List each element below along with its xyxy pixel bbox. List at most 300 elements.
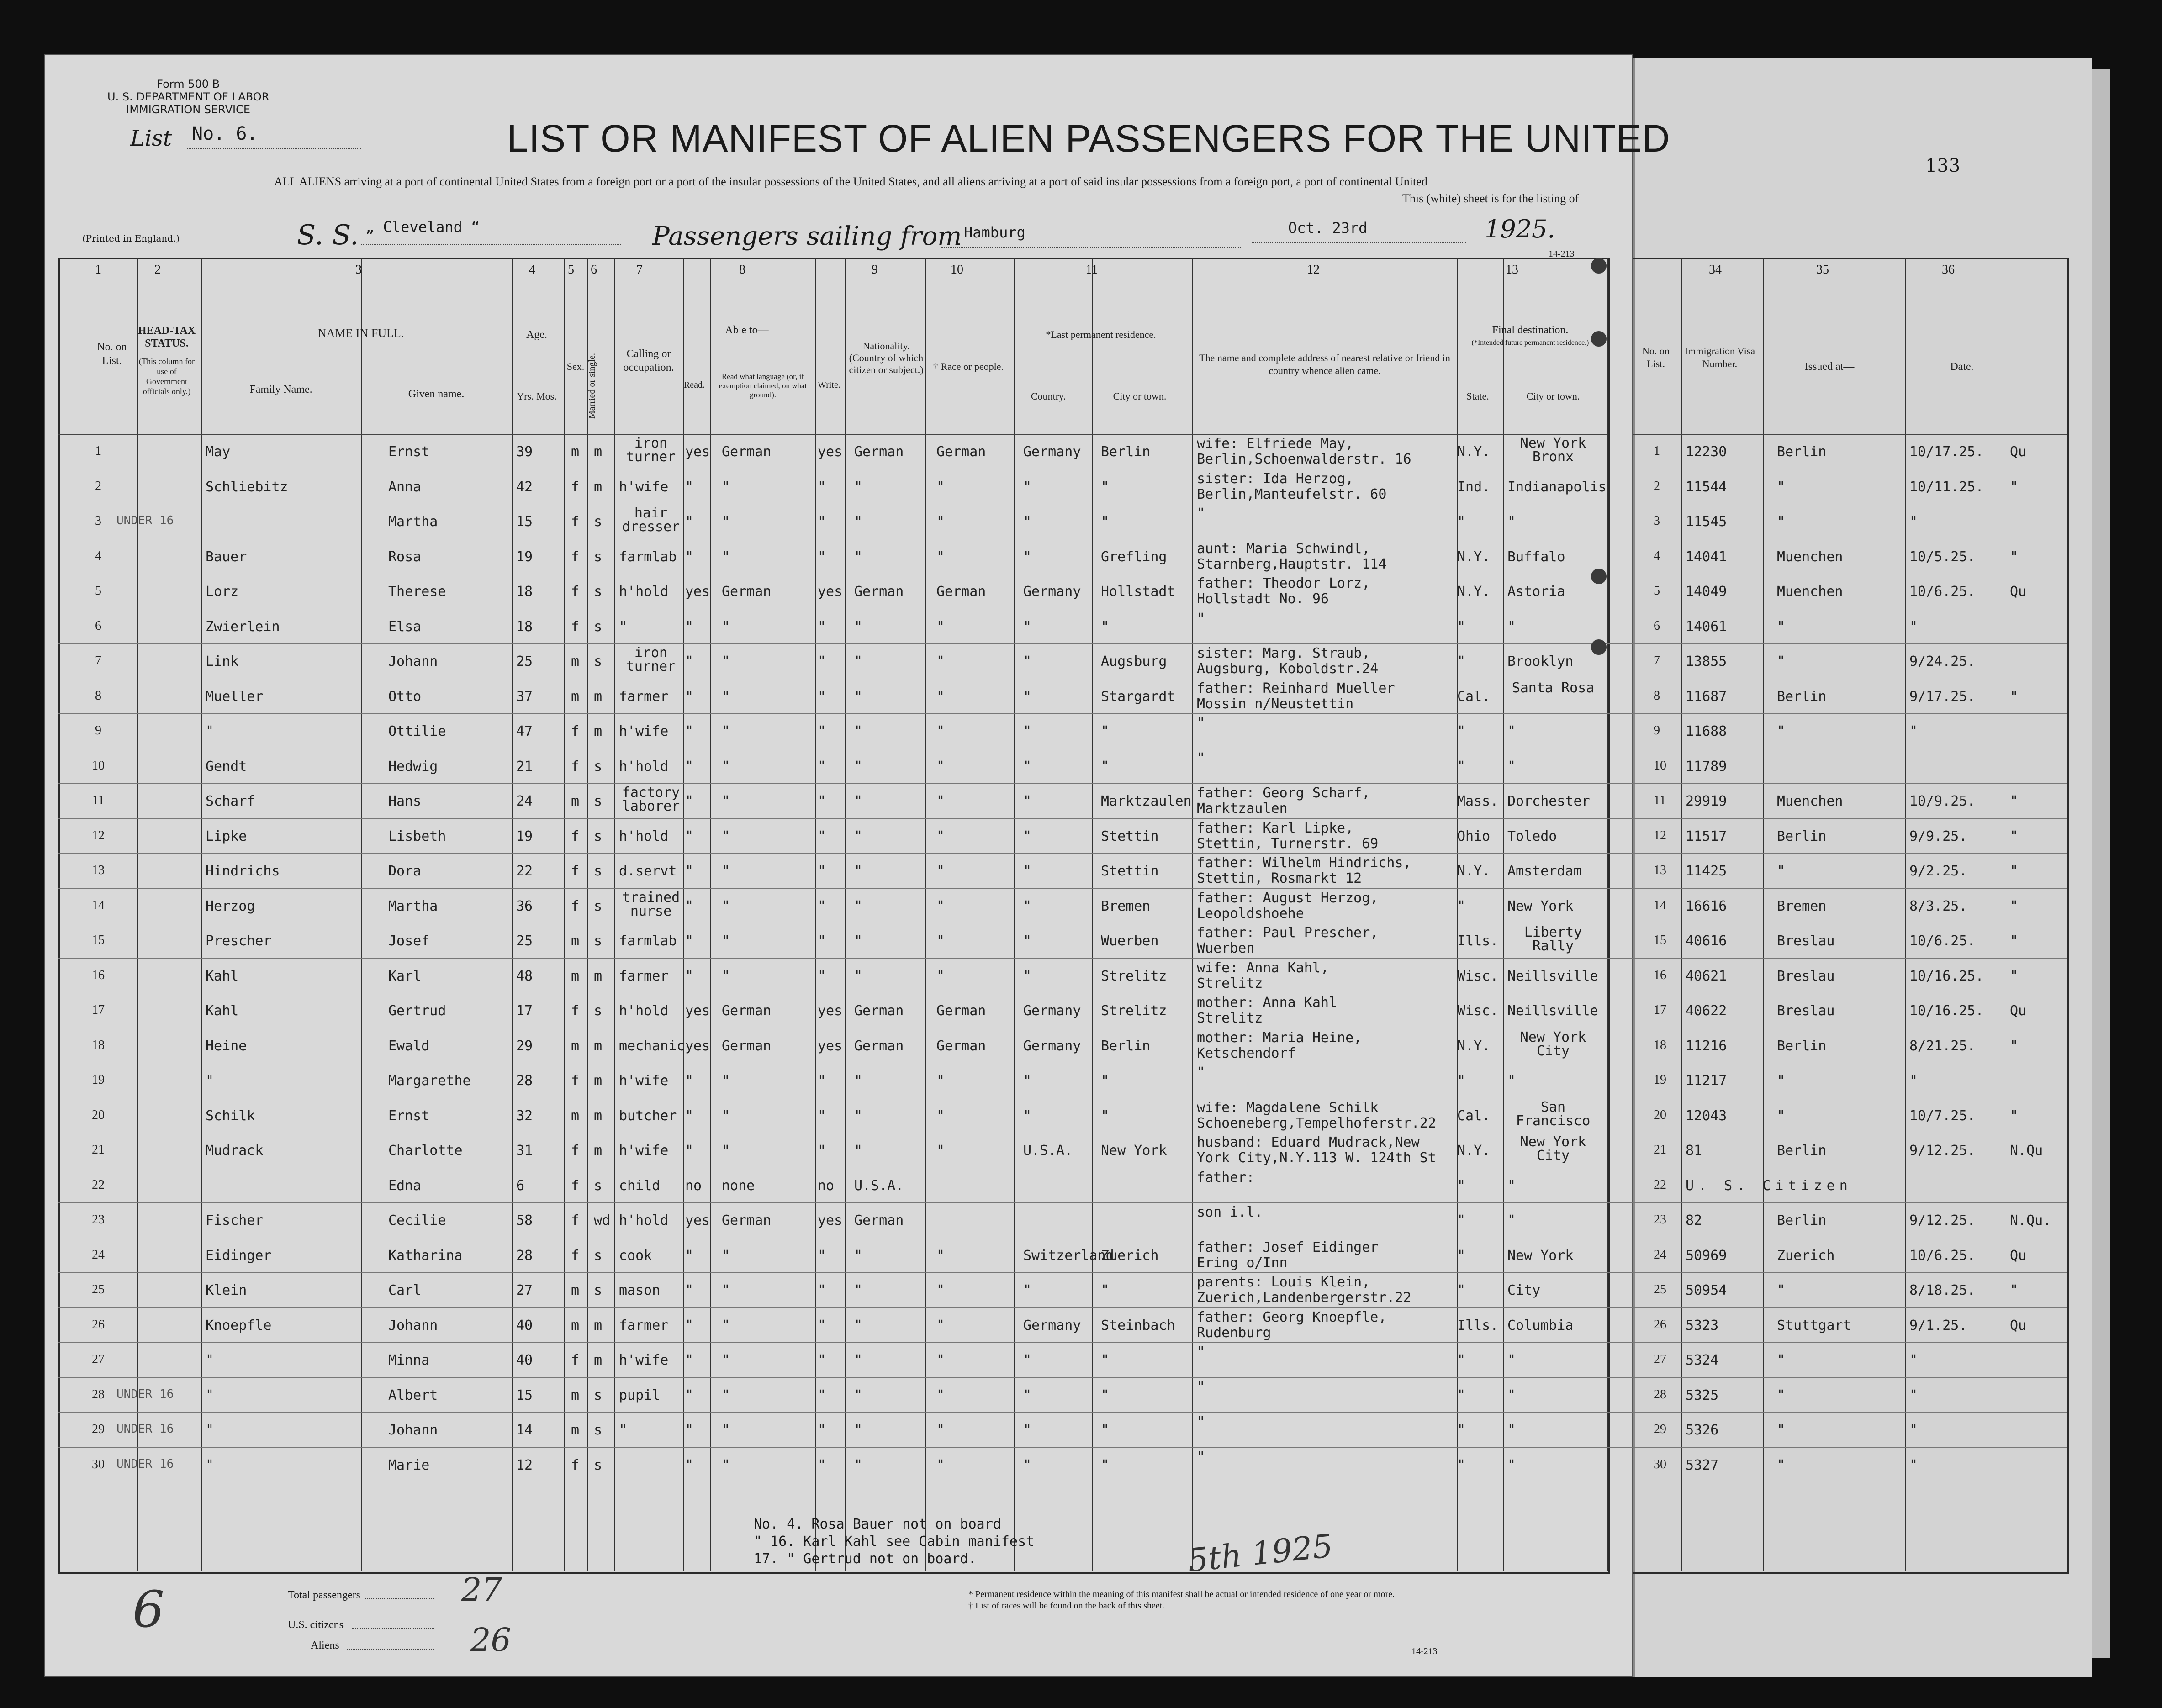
visa-date: 10/16.25.: [1909, 1003, 1984, 1019]
country: ": [1023, 968, 1032, 984]
given-name: Dora: [388, 863, 422, 879]
city: ": [1101, 1107, 1110, 1124]
marital-status: m: [594, 1073, 603, 1089]
page-number: 133: [1925, 155, 1961, 176]
can-write: ": [818, 1387, 826, 1403]
race: ": [936, 1422, 945, 1438]
dest-city: ": [1507, 514, 1516, 530]
family-name: Gendt: [206, 758, 247, 775]
occupation: trained nurse: [622, 889, 680, 919]
relative-line-2: Wuerben: [1197, 940, 1255, 956]
family-name: Eidinger: [206, 1247, 272, 1264]
dest-state: ": [1457, 1282, 1466, 1298]
marital-status: s: [594, 1457, 603, 1473]
visa-issued-at: ": [1777, 1107, 1786, 1124]
nationality: ": [854, 863, 863, 879]
relative-line-2: Starnberg,Hauptstr. 114: [1197, 556, 1387, 572]
dest-city: New York City: [1520, 1134, 1586, 1164]
sex: f: [571, 1177, 580, 1194]
can-write: ": [818, 479, 826, 495]
nationality: ": [854, 1317, 863, 1334]
given-name: Josef: [388, 933, 430, 949]
family-name: Bauer: [206, 548, 247, 565]
country: ": [1023, 723, 1032, 739]
read-language: ": [722, 514, 730, 530]
family-name: Schilk: [206, 1107, 255, 1124]
can-read: no: [685, 1177, 702, 1194]
can-write: yes: [818, 444, 843, 460]
city: Hollstadt: [1101, 584, 1175, 600]
relative-line-1: ": [1197, 1414, 1205, 1430]
race: ": [936, 514, 945, 530]
dest-city: Santa Rosa: [1512, 680, 1595, 696]
age: 25: [516, 654, 533, 669]
age: 6: [516, 1177, 525, 1194]
visa-date: 10/11.25.: [1909, 479, 1984, 495]
can-write: ": [818, 654, 826, 669]
visa-number: 11789: [1686, 758, 1727, 775]
nationality: ": [854, 1422, 863, 1438]
right-row-number: 8: [1654, 688, 1660, 703]
marital-status: wd: [594, 1212, 611, 1228]
sex: f: [571, 828, 580, 844]
row-number: 14: [92, 898, 105, 912]
race: ": [936, 1107, 945, 1124]
visa-note: Qu: [2010, 444, 2027, 460]
header-given-name: Given name.: [408, 388, 465, 400]
city: Grefling: [1101, 548, 1167, 565]
column-divider: [614, 258, 615, 1571]
can-write: ": [818, 1247, 826, 1264]
visa-number: 14049: [1686, 584, 1727, 600]
right-row-number: 15: [1654, 933, 1666, 947]
visa-date: 10/6.25.: [1909, 584, 1976, 600]
right-row-number: 13: [1654, 863, 1666, 877]
can-read: yes: [685, 1038, 710, 1054]
can-write: ": [818, 898, 826, 914]
read-language: ": [722, 1387, 730, 1403]
can-write: ": [818, 1143, 826, 1159]
can-write: ": [818, 1422, 826, 1438]
visa-number: 14061: [1686, 618, 1727, 635]
visa-issued-at: Berlin: [1777, 1038, 1827, 1054]
sex: f: [571, 1247, 580, 1264]
visa-note: Qu: [2010, 584, 2027, 600]
header-rule: [1633, 434, 2067, 435]
row-rule: [58, 888, 2067, 889]
country: ": [1023, 793, 1032, 809]
right-row-number: 21: [1654, 1143, 1666, 1157]
race: ": [936, 758, 945, 775]
dest-city: Columbia: [1507, 1317, 1574, 1334]
row-number: 18: [92, 1038, 105, 1052]
dest-state: ": [1457, 723, 1466, 739]
header-read: Read.: [683, 380, 705, 390]
can-write: ": [818, 688, 826, 705]
read-language: ": [722, 828, 730, 844]
marital-status: s: [594, 654, 603, 669]
visa-number: 50969: [1686, 1247, 1727, 1264]
race: German: [936, 444, 986, 460]
age: 28: [516, 1247, 533, 1264]
visa-date: 10/6.25.: [1909, 1247, 1976, 1264]
given-name: Ernst: [388, 444, 430, 460]
dest-city: New York: [1507, 1247, 1574, 1264]
relative-line-1: wife: Elfriede May,: [1197, 436, 1354, 452]
column-number: 13: [1506, 263, 1518, 277]
dest-city: Neillsville: [1507, 1003, 1598, 1019]
header-dest-city: City or town.: [1526, 390, 1580, 402]
can-write: yes: [818, 1003, 843, 1019]
visa-issued-at: ": [1777, 654, 1786, 669]
visa-number: 14041: [1686, 548, 1727, 565]
dest-city: Neillsville: [1507, 968, 1598, 984]
age: 12: [516, 1457, 533, 1473]
dest-city: City: [1507, 1282, 1541, 1298]
read-language: ": [722, 723, 730, 739]
note-line-1: No. 4. Rosa Bauer not on board: [754, 1516, 1001, 1532]
city: Strelitz: [1101, 1003, 1167, 1019]
row-number: 7: [95, 654, 101, 668]
form-number-block: [107, 78, 269, 116]
country: ": [1023, 828, 1032, 844]
age: 42: [516, 479, 533, 495]
header-read-language: Read what language (or, if exemption claimed, on what ground).: [719, 372, 807, 399]
age: 47: [516, 723, 533, 739]
visa-date: 9/24.25.: [1909, 654, 1976, 669]
family-name: Kahl: [206, 968, 239, 984]
ss-label: S. S.: [297, 219, 359, 251]
dest-state: ": [1457, 1212, 1466, 1228]
sex: m: [571, 1317, 580, 1334]
read-language: ": [722, 1457, 730, 1473]
dest-state: Cal.: [1457, 688, 1491, 705]
row-number: 29: [92, 1422, 105, 1436]
race: German: [936, 1038, 986, 1054]
visa-date: 8/18.25.: [1909, 1282, 1976, 1298]
relative-line-1: father: Josef Eidinger: [1197, 1239, 1379, 1255]
city: Stettin: [1101, 828, 1159, 844]
marital-status: s: [594, 1003, 603, 1019]
list-number-line: [187, 148, 361, 149]
head-tax-status: UNDER 16: [116, 1387, 174, 1401]
read-language: ": [722, 968, 730, 984]
visa-note: N.Qu: [2010, 1143, 2043, 1159]
visa-issued-at: Breslau: [1777, 1003, 1835, 1019]
sex: f: [571, 1352, 580, 1368]
race: ": [936, 723, 945, 739]
row-rule: [58, 853, 2067, 854]
visa-number: 11217: [1686, 1073, 1727, 1089]
visa-issued-at: ": [1777, 618, 1786, 635]
right-row-number: 7: [1654, 654, 1660, 668]
marital-status: s: [594, 1387, 603, 1403]
column-number: 5: [568, 263, 574, 277]
right-row-number: 23: [1654, 1212, 1666, 1227]
visa-number: 11544: [1686, 479, 1727, 495]
visa-issued-at: Berlin: [1777, 688, 1827, 705]
relative-line-2: Zuerich,Landenbergerstr.22: [1197, 1290, 1411, 1306]
visa-issued-at: Stuttgart: [1777, 1317, 1851, 1334]
visa-note: ": [2010, 968, 2019, 984]
sex: f: [571, 514, 580, 530]
visa-date: ": [1909, 1457, 1918, 1473]
visa-issued-at: ": [1777, 479, 1786, 495]
sex: f: [571, 618, 580, 635]
city: Steinbach: [1101, 1317, 1175, 1334]
city: Berlin: [1101, 1038, 1151, 1054]
dest-state: Ills.: [1457, 1317, 1499, 1334]
visa-date: 9/12.25.: [1909, 1212, 1976, 1228]
can-read: ": [685, 968, 694, 984]
relative-line-2: Schoeneberg,Tempelhoferstr.22: [1197, 1115, 1436, 1131]
relative-line-2: Marktzaulen: [1197, 801, 1288, 817]
read-language: German: [722, 1003, 772, 1019]
sex: m: [571, 933, 580, 949]
column-divider: [564, 258, 565, 1571]
country: ": [1023, 1282, 1032, 1298]
given-name: Albert: [388, 1387, 438, 1403]
header-race: † Race or people.: [933, 361, 1004, 372]
visa-issued-at: Muenchen: [1777, 548, 1843, 565]
age: 40: [516, 1317, 533, 1334]
right-row-number: 30: [1654, 1457, 1666, 1471]
family-name: Klein: [206, 1282, 247, 1298]
relative-line-1: father: Paul Prescher,: [1197, 925, 1379, 941]
row-rule: [58, 1447, 2067, 1448]
dest-state: ": [1457, 618, 1466, 635]
visa-note: ": [2010, 793, 2019, 809]
given-name: Otto: [388, 688, 422, 705]
country: ": [1023, 933, 1032, 949]
given-name: Margarethe: [388, 1073, 471, 1089]
can-write: ": [818, 1107, 826, 1124]
occupation: ": [619, 1422, 628, 1438]
header-relative: The name and complete address of nearest relative or friend in country whence alien came.: [1199, 352, 1450, 376]
visa-issued-at: ": [1777, 1387, 1786, 1403]
visa-issued-at: ": [1777, 1073, 1786, 1089]
dest-state: ": [1457, 514, 1466, 530]
row-number: 28: [92, 1387, 105, 1402]
relative-line-1: aunt: Maria Schwindl,: [1197, 540, 1370, 557]
visa-number: 5327: [1686, 1457, 1719, 1473]
visa-number: 11545: [1686, 514, 1727, 530]
dest-city: Brooklyn: [1507, 654, 1574, 669]
row-number: 26: [92, 1317, 105, 1332]
visa-issued-at: Berlin: [1777, 828, 1827, 844]
read-language: ": [722, 1107, 730, 1124]
dest-state: ": [1457, 1457, 1466, 1473]
nationality: ": [854, 1352, 863, 1368]
relative-line-2: Mossin n/Neustettin: [1197, 696, 1354, 712]
column-divider: [361, 258, 362, 1571]
visa-note: ": [2010, 548, 2019, 565]
visa-issued-at: ": [1777, 863, 1786, 879]
can-write: ": [818, 723, 826, 739]
can-read: ": [685, 1317, 694, 1334]
column-number: 6: [591, 263, 597, 277]
punch-hole: [1591, 258, 1607, 274]
nationality: ": [854, 968, 863, 984]
city: Stargardt: [1101, 688, 1175, 705]
visa-date: 9/2.25.: [1909, 863, 1967, 879]
relative-line-2: Rudenburg: [1197, 1324, 1271, 1341]
can-read: ": [685, 1143, 694, 1159]
family-name: Lipke: [206, 828, 247, 844]
right-row-number: 11: [1654, 793, 1666, 807]
dest-city: Indianapolis: [1507, 479, 1607, 495]
read-language: ": [722, 758, 730, 775]
visa-issued-at: ": [1777, 723, 1786, 739]
age: 29: [516, 1038, 533, 1054]
age: 17: [516, 1003, 533, 1019]
country: ": [1023, 1387, 1032, 1403]
column-divider: [1905, 258, 1906, 1571]
city: Bremen: [1101, 898, 1151, 914]
header-nationality: Nationality. (Country of which citizen or subject.): [849, 340, 924, 375]
visa-note: Qu: [2010, 1003, 2027, 1019]
punch-hole: [1591, 569, 1607, 584]
sex: m: [571, 1282, 580, 1298]
sex: m: [571, 688, 580, 705]
dest-state: ": [1457, 654, 1466, 669]
family-name: ": [206, 1422, 214, 1438]
occupation: farmlab: [619, 933, 677, 949]
can-write: ": [818, 758, 826, 775]
marital-status: s: [594, 793, 603, 809]
visa-date: 8/21.25.: [1909, 1038, 1976, 1054]
head-tax-status: UNDER 16: [116, 1422, 174, 1436]
visa-date: ": [1909, 1352, 1918, 1368]
dest-city: ": [1507, 1212, 1516, 1228]
footnote-residence: * Permanent residence within the meaning of this manifest shall be actual or intended residence of one year or more.: [968, 1589, 1395, 1599]
can-write: ": [818, 968, 826, 984]
dest-city: New York Bronx: [1520, 435, 1586, 465]
dest-state: N.Y.: [1457, 444, 1491, 460]
can-read: ": [685, 1457, 694, 1473]
marital-status: s: [594, 1422, 603, 1438]
relative-line-2: Ketschendorf: [1197, 1045, 1296, 1061]
can-write: ": [818, 1352, 826, 1368]
occupation: h'wife: [619, 1073, 669, 1089]
ship-line: [361, 244, 621, 245]
relative-line-1: mother: Maria Heine,: [1197, 1029, 1362, 1046]
header-write: Write.: [818, 380, 840, 390]
dest-state: Ind.: [1457, 479, 1491, 495]
row-rule: [58, 1412, 2067, 1413]
visa-date: 9/12.25.: [1909, 1143, 1976, 1159]
sex: f: [571, 1212, 580, 1228]
column-divider: [137, 258, 138, 1571]
sex: f: [571, 479, 580, 495]
nationality: ": [854, 618, 863, 635]
city: ": [1101, 1282, 1110, 1298]
column-divider: [1192, 258, 1193, 1571]
relative-line-1: wife: Magdalene Schilk: [1197, 1099, 1379, 1116]
read-language: ": [722, 1317, 730, 1334]
header-sex: Sex.: [566, 361, 585, 372]
header-head-tax-note: (This column for use of Government officials only.): [139, 357, 195, 396]
city: ": [1101, 1073, 1110, 1089]
column-divider: [925, 258, 926, 1571]
relative-line-1: sister: Marg. Straub,: [1197, 645, 1370, 661]
row-number: 16: [92, 968, 105, 982]
family-name: Kahl: [206, 1003, 239, 1019]
race: ": [936, 479, 945, 495]
family-name: Mudrack: [206, 1143, 264, 1159]
column-number: 35: [1816, 263, 1829, 277]
dest-state: ": [1457, 1422, 1466, 1438]
printed-in-england: (Printed in England.): [82, 233, 180, 244]
dest-city: Amsterdam: [1507, 863, 1582, 879]
visa-date: 8/3.25.: [1909, 898, 1967, 914]
relative-line-1: ": [1197, 1449, 1205, 1465]
relative-line-2: Berlin,Schoenwalderstr. 16: [1197, 451, 1411, 467]
row-rule: [58, 818, 2067, 819]
nationality: ": [854, 758, 863, 775]
department-name: U. S. DEPARTMENT OF LABOR: [107, 90, 270, 103]
visa-number: 16616: [1686, 898, 1727, 914]
visa-number: 5323: [1686, 1317, 1719, 1334]
country: Germany: [1023, 1038, 1081, 1054]
marital-status: s: [594, 863, 603, 879]
can-read: ": [685, 654, 694, 669]
city: New York: [1101, 1143, 1167, 1159]
race: ": [936, 1457, 945, 1473]
punch-hole: [1591, 639, 1607, 655]
occupation: h'hold: [619, 584, 669, 600]
given-name: Hedwig: [388, 758, 438, 775]
visa-note: ": [2010, 688, 2019, 705]
header-yrs-mos: Yrs. Mos.: [517, 390, 557, 402]
column-number: 9: [872, 263, 878, 277]
given-name: Lisbeth: [388, 828, 446, 844]
dest-state: Ohio: [1457, 828, 1491, 844]
sex: f: [571, 863, 580, 879]
nationality: ": [854, 1107, 863, 1124]
visa-date: ": [1909, 1073, 1918, 1089]
race: ": [936, 688, 945, 705]
dest-state: ": [1457, 1073, 1466, 1089]
race: ": [936, 1073, 945, 1089]
row-number: 24: [92, 1247, 105, 1262]
visa-note: ": [2010, 1038, 2019, 1054]
form-code-top: 14-213: [1549, 249, 1575, 259]
dest-city: ": [1507, 1352, 1516, 1368]
read-language: none: [722, 1177, 755, 1194]
read-language: German: [722, 444, 772, 460]
relative-line-1: sister: Ida Herzog,: [1197, 470, 1354, 487]
occupation: iron turner: [626, 645, 676, 675]
visa-date: ": [1909, 1422, 1918, 1438]
visa-date: ": [1909, 514, 1918, 530]
race: ": [936, 828, 945, 844]
sex: f: [571, 584, 580, 600]
read-language: ": [722, 898, 730, 914]
row-number: 8: [95, 688, 101, 703]
can-write: yes: [818, 584, 843, 600]
header-visa-date: Date.: [1950, 361, 1974, 373]
relative-line-1: mother: Anna Kahl: [1197, 995, 1337, 1011]
given-name: Martha: [388, 514, 438, 530]
race: German: [936, 584, 986, 600]
given-name: Hans: [388, 793, 422, 809]
right-row-number: 24: [1654, 1247, 1666, 1262]
dest-city: ": [1507, 1177, 1516, 1194]
visa-note: ": [2010, 863, 2019, 879]
given-name: Ewald: [388, 1038, 430, 1054]
can-write: ": [818, 548, 826, 565]
